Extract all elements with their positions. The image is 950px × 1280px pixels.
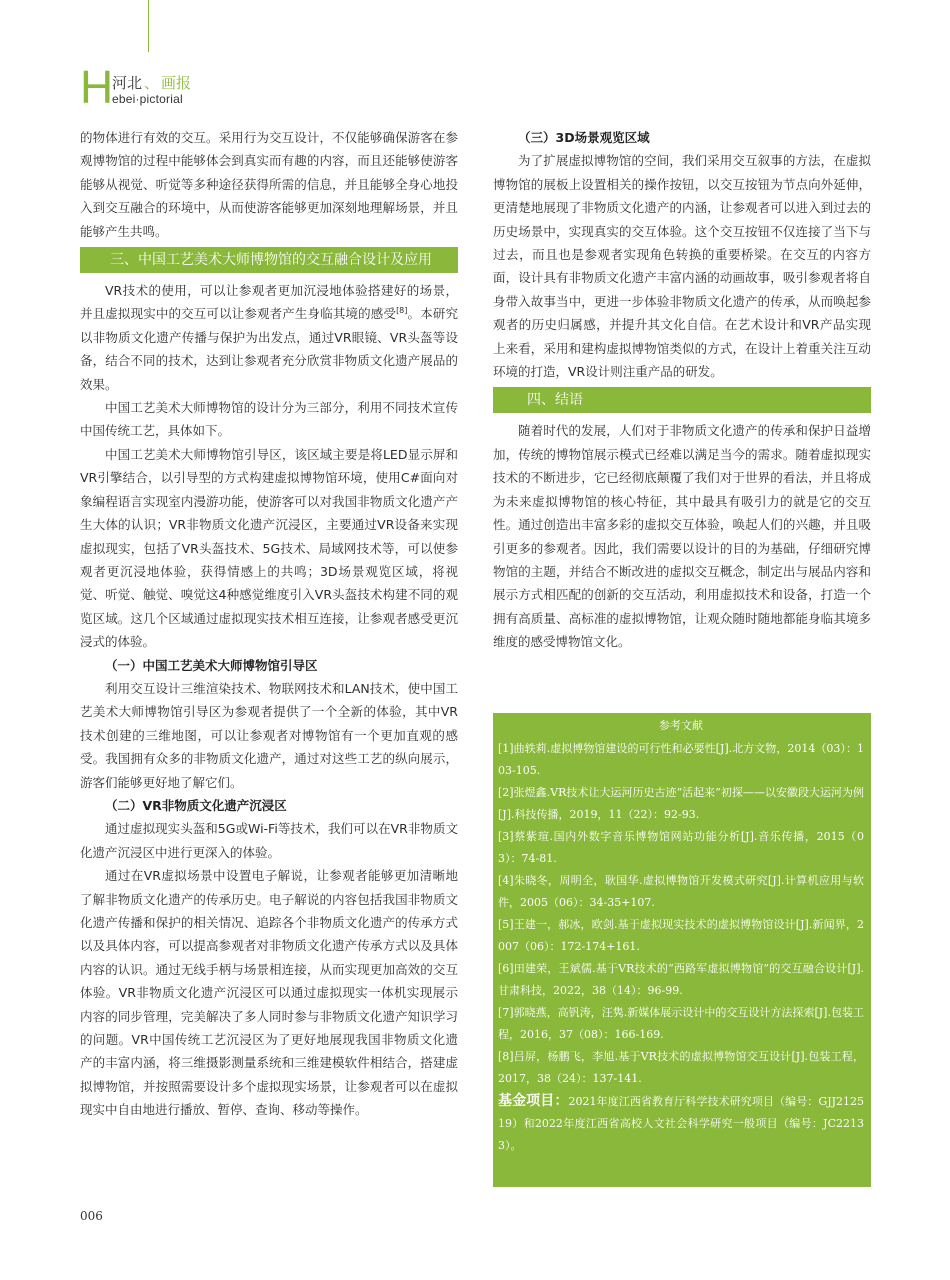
references-box bbox=[493, 713, 871, 1187]
subheading-1: （一）中国工艺美术大师博物馆引导区 bbox=[105, 657, 318, 673]
paragraph-6: 通过虚拟现实头盔和5G或Wi-Fi等技术，我们可以在VR非物质文化遗产沉浸区中进行更深入的体验。 bbox=[80, 821, 458, 860]
section-3-title: 三、中国工艺美术大师博物馆的交互融合设计及应用 bbox=[110, 252, 432, 269]
logo-cn-hebei: 河北 bbox=[112, 74, 143, 92]
paragraph-2 bbox=[80, 279, 458, 396]
reference-item: [4]朱晓冬，周明全，耿国华.虚拟博物馆开发模式研究[J].计算机应用与软件，2005（06）：34-35+107. bbox=[498, 874, 864, 909]
reference-item: [6]田建荣，王斌儒.基于VR技术的“西路军虚拟博物馆”的交互融合设计[J].甘肃科技，2022，38（14）：96-99. bbox=[498, 962, 864, 997]
logo-english: ebei·pictorial bbox=[112, 92, 183, 106]
logo-chinese bbox=[112, 72, 191, 93]
logo-letter: H bbox=[80, 61, 114, 113]
paragraph-3: 中国工艺美术大师博物馆的设计分为三部分，利用不同技术宣传中国传统工艺，具体如下。 bbox=[80, 400, 458, 439]
reference-item: [1]曲轶莉.虚拟博物馆建设的可行性和必要性[J].北方文物，2014（03）：103-105. bbox=[498, 742, 864, 777]
reference-item: [5]王建一，郝冰，欧剑.基于虚拟现实技术的虚拟博物馆设计[J].新闻界，2007（06）：172-174+161. bbox=[498, 918, 864, 953]
reference-item: [2]张煜鑫.VR技术让大运河历史古迹“活起来”初探——以安徽段大运河为例[J].科技传播，2019，11（22）：92-93. bbox=[498, 786, 864, 821]
fund-label: 基金项目： bbox=[498, 1093, 569, 1109]
reference-item: [7]郭晓燕，高钒涛，汪隽.新媒体展示设计中的交互设计方法探索[J].包装工程，2016，37（08）：166-169. bbox=[498, 1006, 864, 1041]
paragraph-4: 中国工艺美术大师博物馆引导区，该区域主要是将LED显示屏和VR引擎结合，以引导型的方式构建虚拟博物馆环境，使用C#面向对象编程语言实现室内漫游功能，使游客可以对我国非物质文化遗产产生大体的认识；VR非物质文化遗产沉浸区，主要通过VR设备来实现虚拟现实，包括了VR头盔技术、5G技术、局域网技术等，可以使参观者更沉浸地体验，获得情感上的共鸣；3D场景观览区域，将视觉、听觉、触觉、嗅觉这4种感觉维度引入VR头盔技术构建不同的观览区域。这几个区域通过虚拟现实技术相互连接，让参观者感受更沉浸式的体验。 bbox=[80, 446, 458, 650]
fund-note bbox=[498, 1090, 864, 1157]
paragraph-1: 的物体进行有效的交互。采用行为交互设计，不仅能够确保游客在参观博物馆的过程中能够体会到真实而有趣的内容，而且还能够使游客能够从视觉、听觉等多种途径获得所需的信息，并且能够全身心地投入到交互融合的环境中，从而使游客能够更加深刻地理解场景，并且能够产生共鸣。 bbox=[80, 130, 458, 239]
page-number: 006 bbox=[80, 1209, 103, 1223]
paragraph-2-text-b: 。本研究以非物质文化遗产传播与保护为出发点，通过VR眼镜、VR头盔等设备，结合不同的技术，达到让参观者充分欣赏非物质文化遗产展品的效果。 bbox=[80, 306, 458, 392]
left-column bbox=[80, 126, 458, 1122]
paragraph-8: 为了扩展虚拟博物馆的空间，我们采用交互叙事的方法，在虚拟博物馆的展板上设置相关的操作按钮，以交互按钮为节点向外延伸，更清楚地展现了非物质文化遗产的内涵，让参观者可以进入到过去的历史场景中，实现真实的交互体验。这个交互按钮不仅连接了当下与过去，而且也是参观者实现角色转换的重要桥梁。在交互的内容方面，设计具有非物质文化遗产丰富内涵的动画故事，吸引参观者将自身带入故事当中，更进一步体验非物质文化遗产的传承，从而唤起参观者的历史归属感，并提升其文化自信。在艺术设计和VR产品实现上来看，采用和建构虚拟博物馆类似的方式，在设计上着重关注互动环境的打造，VR设计则注重产品的研发。 bbox=[493, 153, 871, 380]
paragraph-7: 通过在VR虚拟场景中设置电子解说，让参观者能够更加清晰地了解非物质文化遗产的传承历史。电子解说的内容包括我国非物质文化遗产传播和保护的相关情况、追踪各个非物质文化遗产的传承方式以及具体内容，可以提高参观者对非物质文化遗产传承方式以及具体内容的认识。通过无线手柄与场景相连接，从而实现更加高效的交互体验。VR非物质文化遗产沉浸区可以通过虚拟现实一体机实现展示内容的同步管理，完美解决了多人同时参与非物质文化遗产知识学习的问题。VR中国传统工艺沉浸区为了更好地展现我国非物质文化遗产的丰富内涵，将三维摄影测量系统和三维建模软件相结合，搭建虚拟博物馆，并按照需要设计多个虚拟现实场景，让参观者可以在虚拟现实中自由地进行播放、暂停、查询、移动等操作。 bbox=[80, 868, 458, 1118]
section-3-heading bbox=[80, 247, 458, 273]
subheading-2: （二）VR非物质文化遗产沉浸区 bbox=[105, 797, 287, 813]
right-column bbox=[493, 126, 871, 654]
section-4-heading bbox=[493, 387, 871, 413]
logo-cn-pictorial: 画报 bbox=[161, 74, 192, 92]
references-title: 参考文献 bbox=[659, 719, 703, 732]
paragraph-2-text-a: VR技术的使用，可以让参观者更加沉浸地体验搭建好的场景，并且虚拟现实中的交互可以让参观者产生身临其境的感受 bbox=[80, 283, 458, 322]
reference-item: [3]蔡紫瑄.国内外数字音乐博物馆网站功能分析[J].音乐传播，2015（03）：74-81. bbox=[498, 830, 864, 865]
reference-item: [8]吕屏，杨鹏飞，李旭.基于VR技术的虚拟博物馆交互设计[J].包装工程，2017，38（24）：137-141. bbox=[498, 1050, 864, 1085]
section-4-title: 四、结语 bbox=[527, 392, 583, 409]
header-rule bbox=[148, 0, 149, 52]
fund-text: 2021年度江西省教育厅科学技术研究项目（编号：GJJ212519）和2022年度江西省高校人文社会科学研究一般项目（编号：JC22133）。 bbox=[498, 1095, 865, 1152]
logo-separator: 、 bbox=[144, 74, 160, 92]
paragraph-5: 利用交互设计三维渲染技术、物联网技术和LAN技术，使中国工艺美术大师博物馆引导区为参观者提供了一个全新的体验，其中VR技术创建的三维地图，可以让参观者对博物馆有一个更加直观的感受。我国拥有众多的非物质文化遗产，通过对这些工艺的纵向展示，游客们能够更好地了解它们。 bbox=[80, 680, 458, 790]
subheading-3: （三）3D场景观览区域 bbox=[518, 130, 650, 145]
citation-8: [8] bbox=[396, 306, 408, 316]
paragraph-9: 随着时代的发展，人们对于非物质文化遗产的传承和保护日益增加，传统的博物馆展示模式已经难以满足当今的需求。随着虚拟现实技术的不断进步，它已经彻底颠覆了我们对于世界的看法，并且将成为未来虚拟博物馆的核心特征，其中最具有吸引力的就是它的交互性。通过创造出丰富多彩的虚拟交互体验，唤起人们的兴趣，并且吸引更多的参观者。因此，我们需要以设计的目的为基础，仔细研究博物馆的主题，并结合不断改进的虚拟交互概念，制定出与展品内容和展示方式相匹配的创新的交互活动，利用虚拟技术和设备，打造一个拥有高质量、高标准的虚拟博物馆，让观众随时随地都能身临其境多维度的感受博物馆文化。 bbox=[493, 423, 871, 650]
